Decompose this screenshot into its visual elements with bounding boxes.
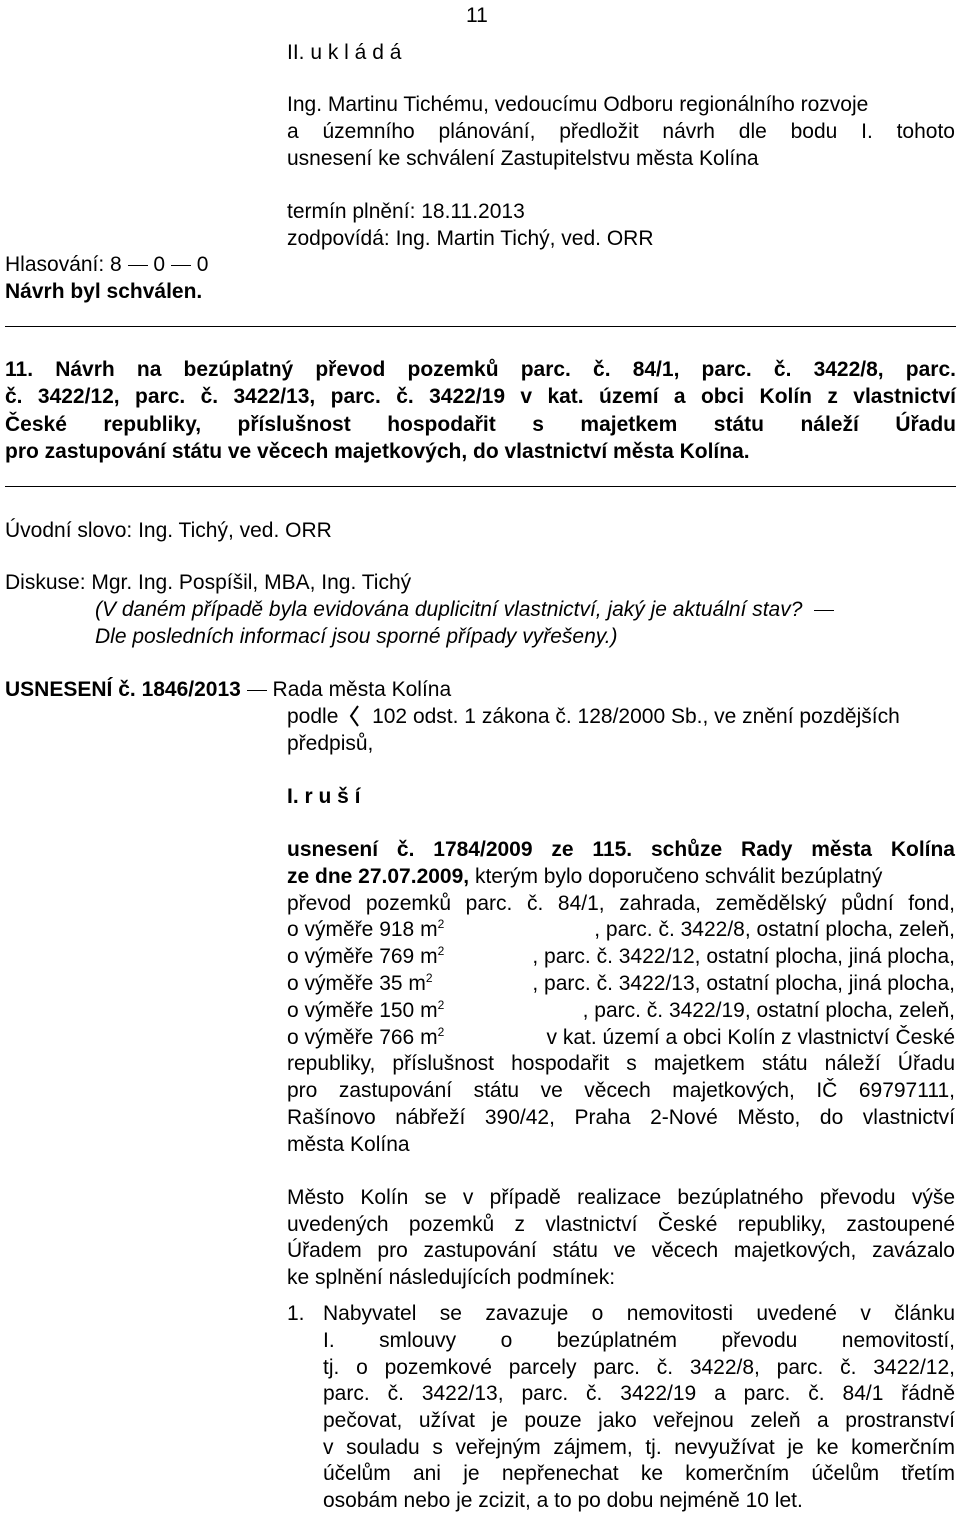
cancel-line-8-area [287,1024,444,1051]
legal-basis-line-1 [287,703,900,730]
cancel-line-9: republiky, příslušnost hospodařit s majetkem státu náleží Úřadu [287,1052,955,1075]
divider [5,326,956,327]
cancel-line-7-area [287,997,444,1024]
divider [5,486,956,487]
obligation-line-2: uvedených pozemků z vlastnictví České republiky, zastoupené [287,1213,955,1236]
section-heading-ii: II. u k l á d á [287,41,402,64]
obligation-line-4: ke splnění následujících podmínek: [287,1266,616,1289]
legal-basis-prefix: podle [287,705,339,728]
area-text: o výměře 769 m [287,945,438,968]
condition-line-5: pečovat, užívat je pouze jako veřejnou zeleň a prostranství [323,1409,955,1432]
cancel-line-8 [287,1024,955,1051]
cancel-line-1: usnesení č. 1784/2009 ze 115. schůze Rady města Kolína [287,838,955,861]
superscript: 2 [425,971,433,985]
discussion-participants: Diskuse: Mgr. Ing. Pospíšil, MBA, Ing. Tichý [5,571,412,594]
cancel-line-2 [287,863,882,890]
resolution-body: Rada města Kolína [272,678,452,701]
intro-speaker: Úvodní slovo: Ing. Tichý, ved. ORR [5,519,332,542]
cancel-date: ze dne 27.07.2009, [287,865,470,888]
cancel-line-11: Rašínovo nábřeží 390/42, Praha 2-Nové Město, do vlastnictví [287,1106,955,1129]
discussion-dash [814,610,834,611]
area-text: o výměře 35 m [287,972,426,995]
discussion-answer: Dle posledních informací jsou sporné případy vyřešeny.) [95,625,618,648]
deadline: termín plnění: 18.11.2013 [287,200,525,223]
condition-line-8: osobám nebo je zcizit, a to po dobu nejméně 10 let. [323,1489,803,1512]
obligation-line-1: Město Kolín se v případě realizace bezúplatného převodu výše [287,1186,955,1209]
superscript: 2 [437,917,445,931]
cancel-line-12: města Kolína [287,1133,410,1156]
cancel-line-6 [287,970,955,997]
vote-dash [128,265,148,266]
condition-line-4: parc. č. 3422/13, parc. č. 3422/19 a parc. č. 84/1 řádně [323,1382,955,1405]
page-number: 11 [466,4,488,27]
cancel-line-8-text: v kat. území a obci Kolín z vlastnictví České [546,1026,955,1049]
vote-outcome: Návrh byl schválen. [5,280,203,303]
condition-number: 1. [287,1302,305,1325]
condition-line-1: Nabyvatel se zavazuje o nemovitosti uvedené v článku [323,1302,955,1325]
item-11-title-line-3: České republiky, příslušnost hospodařit s majetkem státu náleží Úřadu [5,413,956,436]
superscript: 2 [437,1025,445,1039]
cancel-line-4 [287,916,955,943]
cancel-line-5-text: , parc. č. 3422/12, ostatní plocha, jiná plocha, [532,945,955,968]
cancel-line-4-text: , parc. č. 3422/8, ostatní plocha, zeleň, [594,918,955,941]
cancel-line-7 [287,997,955,1024]
cancel-line-3: převod pozemků parc. č. 84/1, zahrada, zemědělský půdní fond, [287,892,955,915]
condition-line-2: I. smlouvy o bezúplatném převodu nemovitostí, [323,1329,955,1352]
section-heading-i: I. r u š í [287,785,361,808]
legal-basis-text: 102 odst. 1 zákona č. 128/2000 Sb., ve znění pozdějších [372,705,900,728]
cancel-line-10: pro zastupování státu ve věcech majetkových, IČ 69797111, [287,1079,955,1102]
resolution-dash [247,690,267,691]
vote-dash [171,265,191,266]
condition-line-7: účelům ani je nepřenechat ke komerčním účelům třetím [323,1462,955,1485]
legal-basis-line-2: předpisů, [287,732,374,755]
cancel-line-4-area [287,916,444,943]
condition-line-3: tj. o pozemkové parcely parc. č. 3422/8, parc. č. 3422/12, [323,1356,955,1379]
condition-line-6: v souladu s veřejným zájmem, tj. nevyužívat je ke komerčním [323,1436,955,1459]
resolution-header [5,676,451,703]
discussion-question [95,596,834,623]
cancel-line-7-text: , parc. č. 3422/19, ostatní plocha, zeleň, [582,999,955,1022]
resolution-label: USNESENÍ č. [5,678,136,701]
vote-value-3: 0 [196,253,209,276]
cancel-line-5 [287,943,955,970]
responsible: zodpovídá: Ing. Martin Tichý, ved. ORR [287,227,654,250]
superscript: 2 [437,944,445,958]
area-text: o výměře 150 m [287,999,438,1022]
area-text: o výměře 766 m [287,1026,438,1049]
item-11-title-line-4: pro zastupování státu ve věcech majetkových, do vlastnictví města Kolína. [5,440,750,463]
area-text: o výměře 918 m [287,918,438,941]
resolution-number: 1846/2013 [141,678,241,701]
task-line-3: usnesení ke schválení Zastupitelstvu města Kolína [287,147,759,170]
vote-result-line [5,251,208,278]
section-sign-icon [348,705,362,727]
obligation-line-3: Úřadem pro zastupování státu ve věcech majetkových, zavázalo [287,1239,955,1262]
task-line-2: a územního plánování, předložit návrh dle bodu I. tohoto [287,120,955,143]
cancel-line-6-area [287,970,433,997]
discussion-question-text: (V daném případě byla evidována duplicitní vlastnictví, jaký je aktuální stav? [95,598,803,621]
item-11-title-line-1: 11. Návrh na bezúplatný převod pozemků parc. č. 84/1, parc. č. 3422/8, parc. [5,358,956,381]
task-line-1: Ing. Martinu Tichému, vedoucímu Odboru regionálního rozvoje [287,93,869,116]
vote-value-2: 0 [153,253,166,276]
item-11-title-line-2: č. 3422/12, parc. č. 3422/13, parc. č. 3422/19 v kat. území a obci Kolín z vlastnictví [5,385,956,408]
vote-label: Hlasování: 8 [5,253,122,276]
cancel-line-2-text: kterým bylo doporučeno schválit bezúplatný [474,865,883,888]
cancel-line-5-area [287,943,444,970]
superscript: 2 [437,998,445,1012]
cancel-line-6-text: , parc. č. 3422/13, ostatní plocha, jiná plocha, [532,972,955,995]
